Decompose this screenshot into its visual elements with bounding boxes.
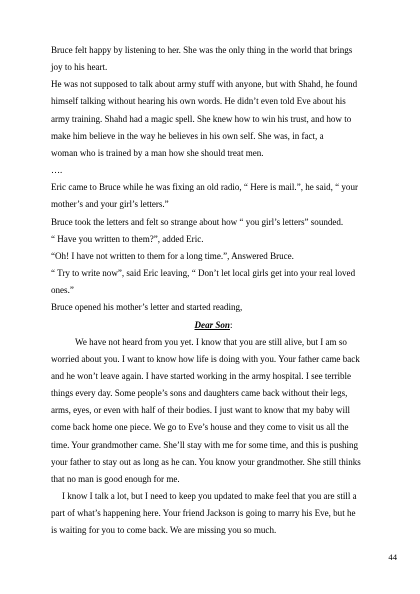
text-line: We have not heard from you yet. I know that you are still alive, but I am so (75, 336, 347, 347)
text-line: Bruce felt happy by listening to her. She was the only thing in the world that brings (51, 45, 353, 55)
text-line: joy to his heart. (51, 62, 108, 73)
text-line: worried about you. I want to know how life is doing with you. Your father came back (51, 353, 360, 364)
text-line: is waiting for you to come back. We are missing you so much. (51, 525, 277, 536)
text-line: “Oh! I have not written to them for a long time.”, Answered Bruce. (51, 250, 294, 261)
text-line: …. (51, 165, 63, 176)
text-line: army training. Shahd had a magic spell. She knew how to win his trust, and how to (51, 113, 352, 124)
text-line: “ Have you written to them?”, added Eric. (51, 233, 204, 244)
text-line: make him believe in the way he believes in his own self. She was, in fact, a (51, 130, 324, 141)
text-line: ones.” (51, 285, 74, 296)
text-line: arms, eyes, or even with half of their bodies. I just want to know that my baby will (51, 405, 350, 416)
letter-heading (51, 317, 376, 334)
letter-heading-colon: : (229, 319, 233, 330)
text-line: Bruce opened his mother’s letter and started reading, (51, 302, 243, 313)
page-number: 44 (388, 552, 397, 562)
text-line: I know I talk a lot, but I need to keep you updated to make feel that you are still a (62, 491, 357, 502)
text-line: your father to stay out as long as he can. You know your grandmother. She still thinks (51, 456, 361, 467)
text-line: Bruce took the letters and felt so strange about how “ you girl’s letters” sounded. (51, 216, 344, 227)
text-line: time. Your grandmother came. She’ll stay with me for some time, and this is pushing (51, 439, 359, 450)
text-line: things every day. Some people’s sons and daughters came back without their legs, (51, 388, 348, 399)
narrative-block (51, 42, 376, 317)
document-page (51, 42, 376, 540)
text-line: “ Try to write now”, said Eric leaving, “ Don’t let local girls get into your real loved (51, 268, 356, 279)
text-line: that no man is good enough for me. (51, 473, 180, 484)
text-line: and he won’t leave again. I have started working in the army hospital. I see terrible (51, 370, 352, 381)
letter-paragraph-1 (51, 334, 376, 488)
text-line: part of what’s happening here. Your friend Jackson is going to marry his Eve, but he (51, 508, 356, 519)
text-line: woman who is trained by a man how she should treat men. (51, 147, 264, 158)
text-line: mother’s and your girl’s letters.” (51, 199, 169, 210)
letter-heading-text: Dear Son (194, 319, 230, 330)
letter-paragraph-2 (51, 488, 376, 539)
text-line: himself talking without hearing his own words. He didn’t even told Eve about his (51, 96, 346, 107)
text-line: come back home one piece. We go to Eve’s house and they come to visit us all the (51, 422, 349, 433)
text-line: He was not supposed to talk about army stuff with anyone, but with Shahd, he found (51, 79, 358, 90)
text-line: Eric came to Bruce while he was fixing an old radio, “ Here is mail.”, he said, “ your (51, 182, 358, 193)
